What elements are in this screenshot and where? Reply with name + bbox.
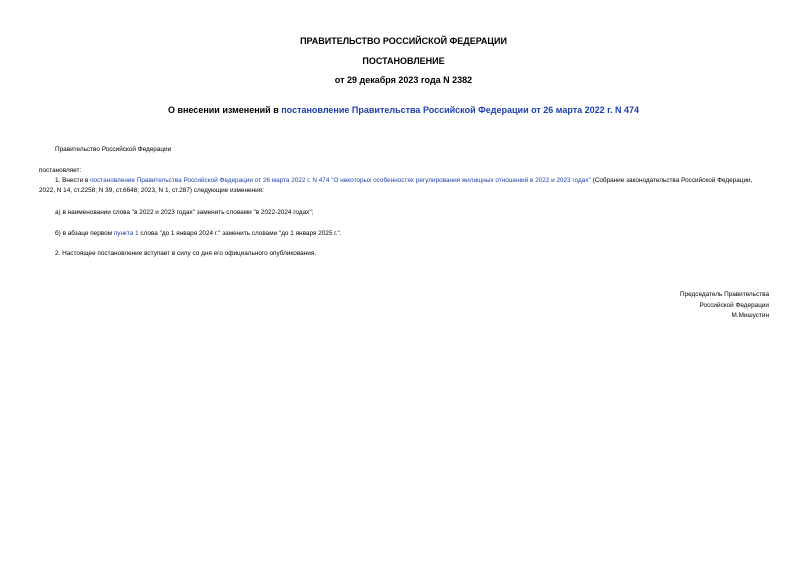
document-type-heading: ПОСТАНОВЛЕНИЕ: [362, 56, 445, 66]
paragraph-1: [39, 176, 769, 196]
paragraph-1-decree-link[interactable]: постановление Правительства Российской Федерации от 26 марта 2022 г. N 474 "О некоторых особенностях регулирования жилищных отношений в 2022 и 2023 годах": [90, 177, 591, 184]
government-heading: ПРАВИТЕЛЬСТВО РОССИЙСКОЙ ФЕДЕРАЦИИ: [300, 36, 507, 46]
paragraph-a: а) в наименовании слова "в 2022 и 2023 годах" заменить словами "в 2022-2024 годах";: [55, 209, 314, 216]
intro-text: Правительство Российской Федерации: [55, 146, 172, 153]
decrees-text: постановляет:: [39, 167, 82, 174]
paragraph-1-prefix: 1. Внести в: [55, 177, 91, 184]
paragraph-b-point-link[interactable]: пункта 1: [113, 230, 139, 237]
title-prefix: О внесении изменений в: [167, 105, 282, 115]
date-number-heading: от 29 декабря 2023 года N 2382: [334, 75, 473, 85]
paragraph-1-suffix: (Собрание законодательства Российской Федерации, 2022, N 14, ст.2258; N 39, ст.6648; 2023, N 1, ст.287) следующие изменения:: [39, 177, 753, 194]
signature-name: М.Мишустин: [731, 312, 769, 319]
title-decree-link[interactable]: постановление Правительства Российской Федерации от 26 марта 2022 г. N 474: [281, 105, 640, 115]
signature-country: Российской Федерации: [699, 302, 769, 309]
paragraph-b-suffix: слова "до 1 января 2024 г." заменить словами "до 1 января 2025 г.".: [138, 230, 342, 237]
paragraph-2: 2. Настоящее постановление вступает в силу со дня его официального опубликования.: [55, 250, 317, 257]
paragraph-b: [55, 229, 342, 239]
document-title: [0, 105, 807, 115]
paragraph-b-prefix: б) в абзаце первом: [55, 230, 114, 237]
signature-title: Председатель Правительства: [680, 291, 769, 298]
